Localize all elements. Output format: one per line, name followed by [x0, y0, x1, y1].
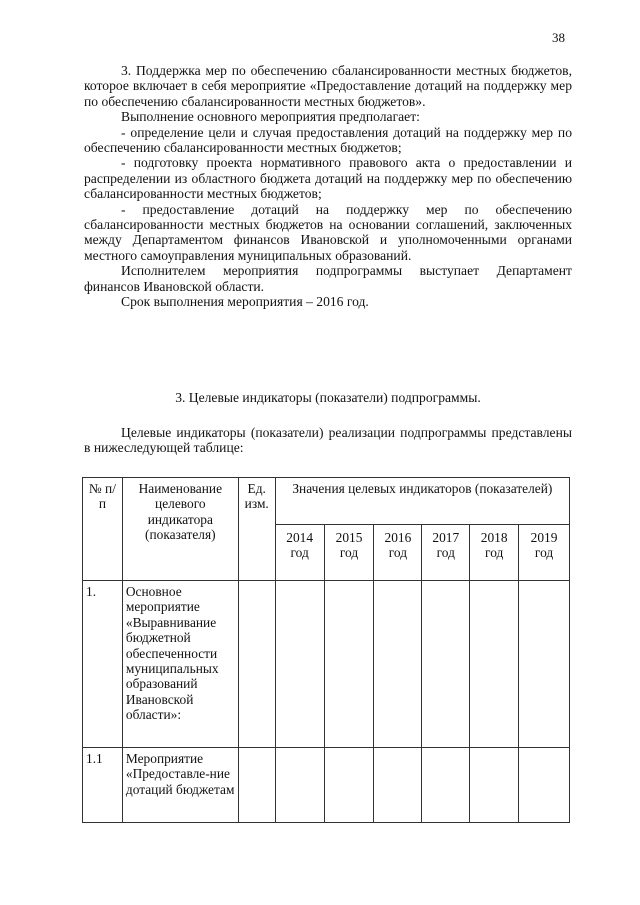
paragraph: Срок выполнения мероприятия – 2016 год. — [121, 294, 369, 310]
cell — [374, 748, 422, 823]
cell — [238, 581, 275, 748]
indicators-table — [82, 477, 570, 823]
header-values: Значения целевых индикаторов (показателей) — [275, 478, 569, 525]
table-row — [83, 581, 570, 748]
cell — [324, 748, 374, 823]
paragraph: 3. Поддержка мер по обеспечению сбалансированности местных бюджетов, которое включает в себя мероприятие «Предоставление дотаций на поддержку мер по обеспечению сбалансированности местных бюджетов». — [84, 63, 572, 109]
cell — [324, 581, 374, 748]
page-number: 38 — [552, 30, 565, 45]
cell — [374, 581, 422, 748]
paragraph: Исполнителем мероприятия подпрограммы выступает Департамент финансов Ивановской области. — [84, 263, 572, 294]
header-unit: Ед. изм. — [238, 478, 275, 581]
year-cell: 2019 год — [519, 525, 570, 581]
cell — [238, 748, 275, 823]
section-heading: 3. Целевые индикаторы (показатели) подпрограммы. — [175, 390, 481, 405]
row-num: 1.1 — [83, 748, 123, 823]
paragraph: - предоставление дотаций на поддержку мер по обеспечению сбалансированности местных бюджетов на основании соглашений, заключенных между Департаментом финансов Ивановской и уполномоченными органами местного самоуправления муниципальных образований. — [84, 201, 572, 263]
year-cell: 2014 год — [275, 525, 324, 581]
paragraph: Выполнение основного мероприятия предполагает: — [121, 109, 420, 125]
row-num: 1. — [83, 581, 123, 748]
cell — [470, 581, 519, 748]
paragraph: Целевые индикаторы (показатели) реализации подпрограммы представлены в нижеследующей таблице: — [84, 425, 572, 456]
cell — [470, 748, 519, 823]
year-cell: 2017 год — [422, 525, 470, 581]
row-name: Мероприятие «Предоставле-ние дотаций бюджетам — [122, 748, 238, 823]
cell — [422, 581, 470, 748]
year-cell: 2018 год — [470, 525, 519, 581]
cell — [519, 581, 570, 748]
table-row — [83, 748, 570, 823]
table-intro — [84, 425, 572, 456]
body-text — [84, 63, 572, 310]
year-cell: 2015 год — [324, 525, 374, 581]
table-header-row — [83, 478, 570, 525]
header-num: № п/п — [83, 478, 123, 581]
header-name: Наименование целевого индикатора (показателя) — [122, 478, 238, 581]
cell — [275, 581, 324, 748]
paragraph: - определение цели и случая предоставления дотаций на поддержку мер по обеспечению сбалансированности местных бюджетов; — [84, 124, 572, 156]
cell — [275, 748, 324, 823]
cell — [422, 748, 470, 823]
year-cell: 2016 год — [374, 525, 422, 581]
paragraph: - подготовку проекта нормативного правового акта о предоставлении и распределении из областного бюджета дотаций на поддержку мер по обеспечению сбалансированности местных бюджетов; — [84, 155, 572, 202]
row-name: Основное мероприятие «Выравнивание бюджетной обеспеченности муниципальных образований Ивановской области»: — [122, 581, 238, 748]
cell — [519, 748, 570, 823]
